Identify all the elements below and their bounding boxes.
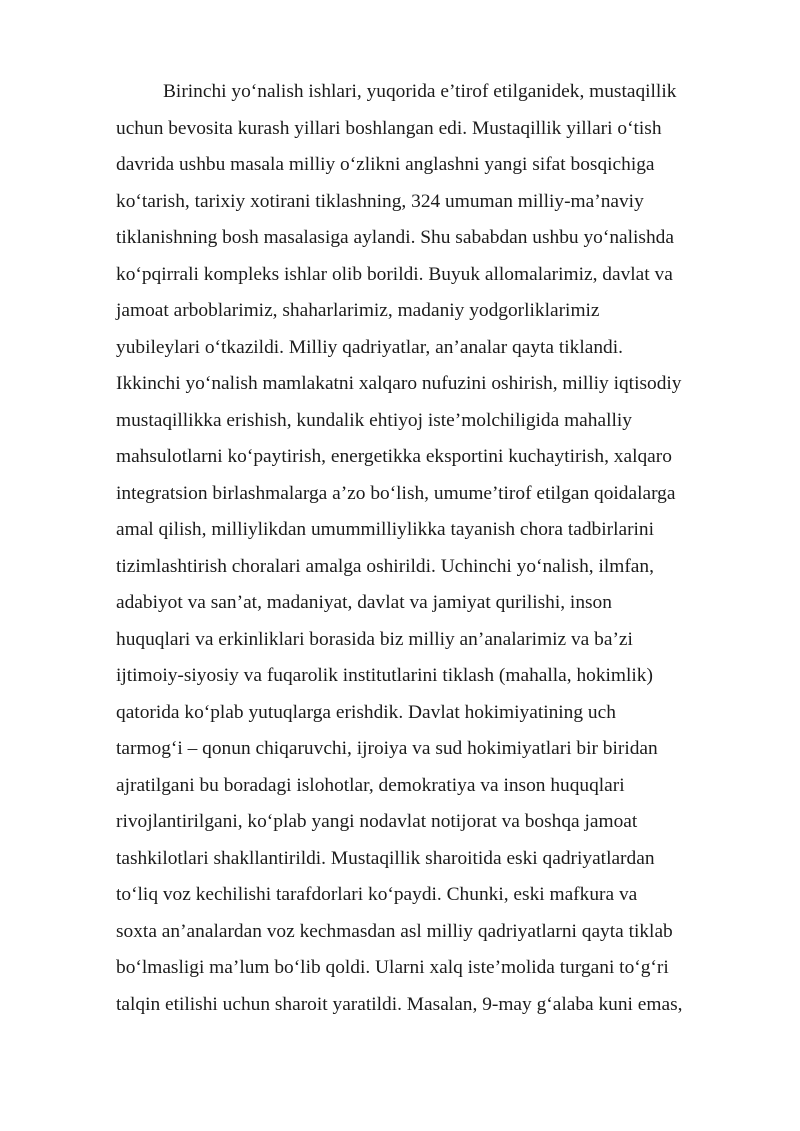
text-line-13: amal qilish, milliylikdan umummilliylikka tayanish chora tadbirlarini: [116, 519, 654, 540]
text-line-22: tashkilotlari shakllantirildi. Mustaqillik sharoitida eski qadriyatlardan: [116, 847, 655, 869]
text-line-19: tarmog‘i – qonun chiqaruvchi, ijroiya va sud hokimiyatlari bir biridan: [116, 738, 658, 759]
text-line-15: adabiyot va san’at, madaniyat, davlat va jamiyat qurilishi, inson: [116, 592, 612, 613]
text-line-16: huquqlari va erkinliklari borasida biz milliy an’analarimiz va ba’zi: [116, 628, 633, 650]
text-line-8: yubileylari o‘tkazildi. Milliy qadriyatlar, an’analar qayta tiklandi.: [116, 336, 623, 358]
text-line-21: rivojlantirilgani, ko‘plab yangi nodavlat notijorat va boshqa jamoat: [116, 811, 638, 832]
text-line-10: mustaqillikka erishish, kundalik ehtiyoj iste’molchiligida mahalliy: [116, 409, 632, 431]
text-line-5: tiklanishning bosh masalasiga aylandi. Shu sababdan ushbu yo‘nalishda: [116, 227, 674, 248]
text-line-4: ko‘tarish, tarixiy xotirani tiklashning, 324 umuman milliy-ma’naviy: [116, 190, 644, 212]
text-line-14: tizimlashtirish choralari amalga oshirildi. Uchinchi yo‘nalish, ilmfan,: [116, 555, 654, 577]
text-line-17: ijtimoiy-siyosiy va fuqarolik institutlarini tiklash (mahalla, hokimlik): [116, 665, 653, 686]
text-line-25: bo‘lmasligi ma’lum bo‘lib qoldi. Ularni xalq iste’molida turgani to‘g‘ri: [116, 957, 669, 978]
text-line-7: jamoat arboblarimiz, shaharlarimiz, madaniy yodgorliklarimiz: [116, 300, 600, 321]
text-line-3: davrida ushbu masala milliy o‘zlikni anglashni yangi sifat bosqichiga: [116, 154, 655, 175]
text-line-23: to‘liq voz kechilishi tarafdorlari ko‘paydi. Chunki, eski mafkura va: [116, 884, 638, 905]
text-line-11: mahsulotlarni ko‘paytirish, energetikka eksportini kuchaytirish, xalqaro: [116, 446, 672, 467]
text-line-12: integratsion birlashmalarga a’zo bo‘lish, umume’tirof etilgan qoidalarga: [116, 482, 676, 504]
text-line-1: Birinchi yo‘nalish ishlari, yuqorida e’tirof etilganidek, mustaqillik: [163, 81, 677, 102]
text-line-6: ko‘pqirrali kompleks ishlar olib borildi. Buyuk allomalarimiz, davlat va: [116, 263, 673, 285]
text-line-9: Ikkinchi yo‘nalish mamlakatni xalqaro nufuzini oshirish, milliy iqtisodiy: [116, 373, 682, 394]
text-line-2: uchun bevosita kurash yillari boshlangan edi. Mustaqillik yillari o‘tish: [116, 117, 662, 139]
body-paragraph: [116, 74, 756, 1023]
text-line-24: soxta an’analardan voz kechmasdan asl milliy qadriyatlarni qayta tiklab: [116, 920, 673, 942]
text-line-18: qatorida ko‘plab yutuqlarga erishdik. Davlat hokimiyatining uch: [116, 701, 616, 723]
text-line-20: ajratilgani bu boradagi islohotlar, demokratiya va inson huquqlari: [116, 774, 625, 796]
text-line-26: talqin etilishi uchun sharoit yaratildi. Masalan, 9-may g‘alaba kuni emas,: [116, 993, 683, 1015]
